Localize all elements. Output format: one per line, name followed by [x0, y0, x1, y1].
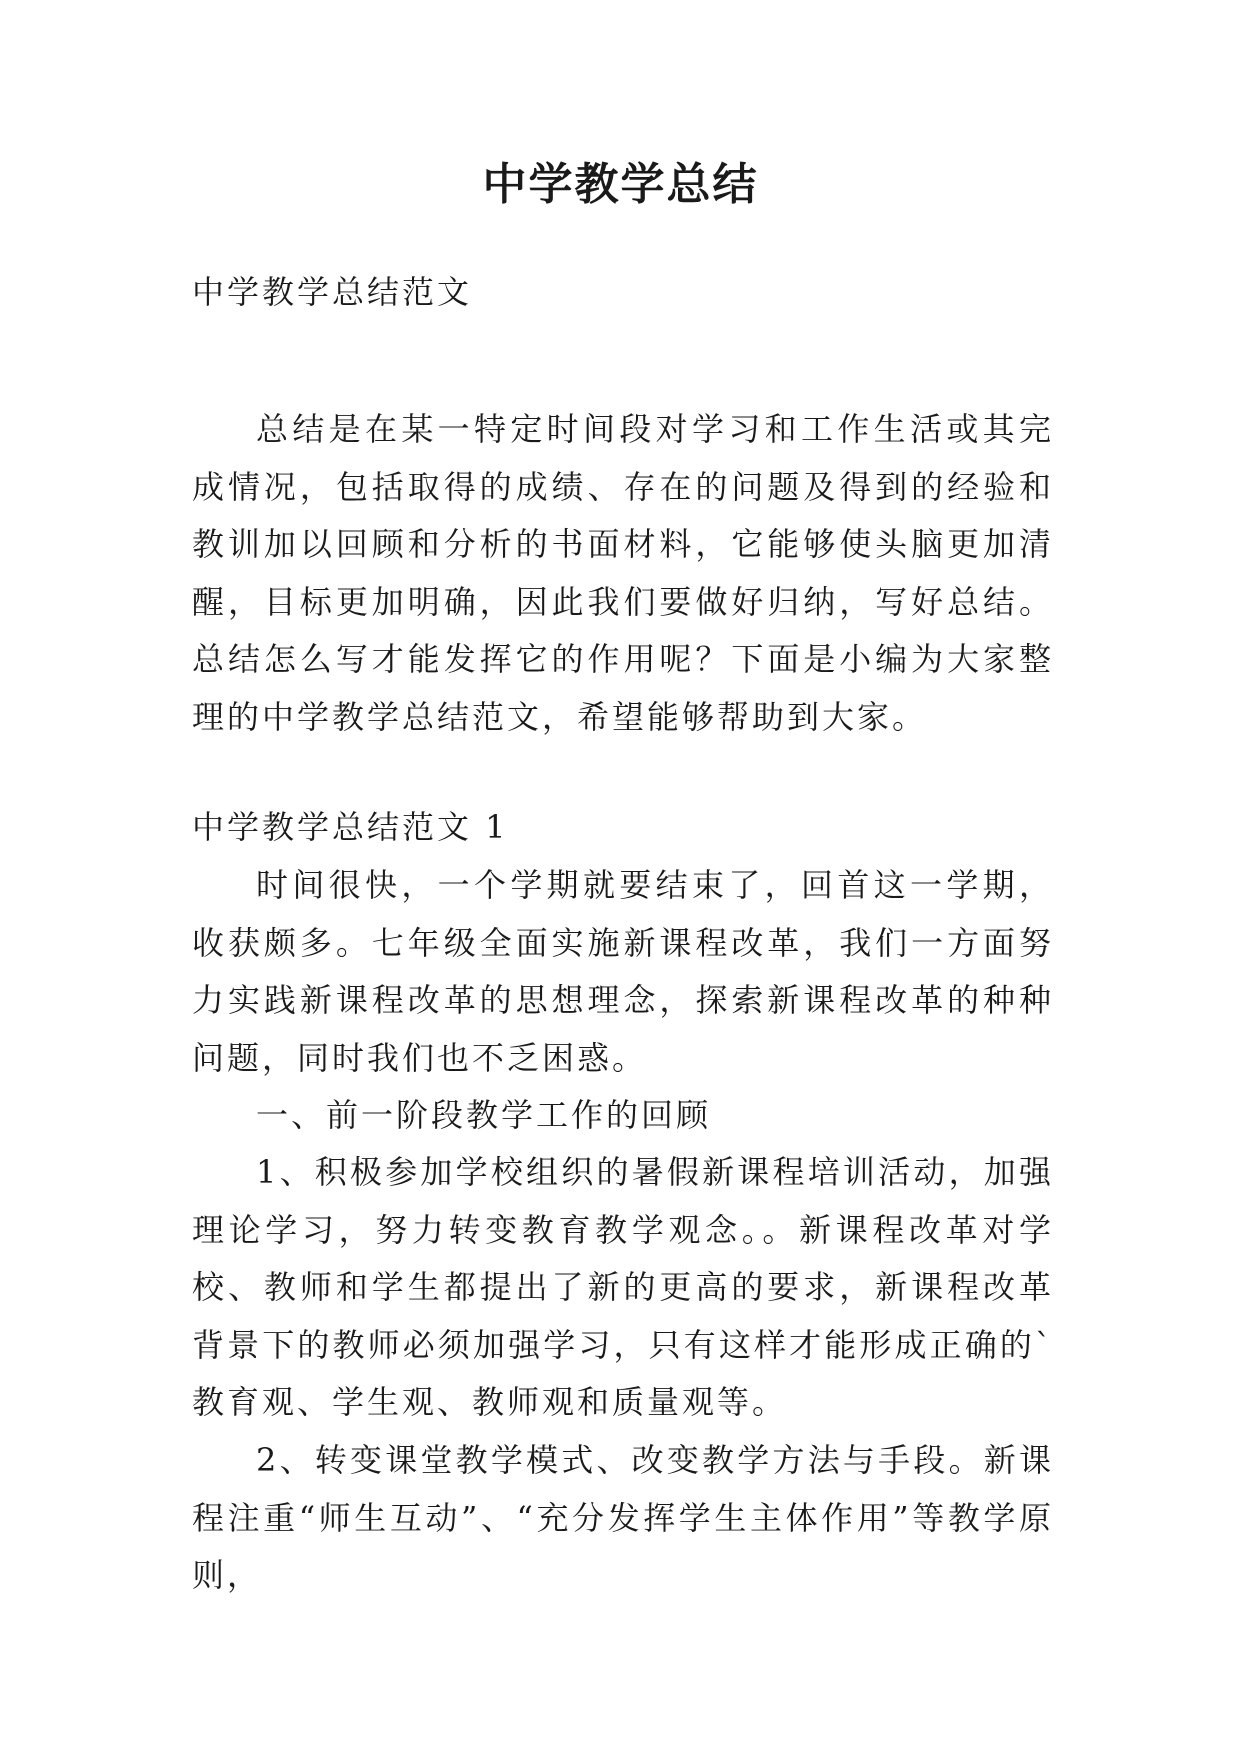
body-paragraph: 2、转变课堂教学模式、改变教学方法与手段。新课程注重“师生互动”、“充分发挥学生主体作用”等教学原则，	[192, 1441, 1054, 1594]
section-heading: 中学教学总结范文 1	[192, 808, 509, 846]
body-paragraph: 时间很快，一个学期就要结束了，回首这一学期，收获颇多。七年级全面实施新课程改革，我们一方面努力实践新课程改革的思想理念，探索新课程改革的种种问题，同时我们也不乏困惑。	[192, 866, 1054, 1077]
body-paragraph: 1、积极参加学校组织的暑假新课程培训活动，加强理论学习，努力转变教育教学观念。。新课程改革对学校、教师和学生都提出了新的更高的要求，新课程改革背景下的教师必须加强学习，只有这样才能形成正确的`教育观、学生观、教师观和质量观等。	[192, 1153, 1054, 1421]
intro-paragraph: 总结是在某一特定时间段对学习和工作生活或其完成情况，包括取得的成绩、存在的问题及得到的经验和教训加以回顾和分析的书面材料，它能够使头脑更加清醒，目标更加明确，因此我们要做好归纳，写好总结。总结怎么写才能发挥它的作用呢？下面是小编为大家整理的中学教学总结范文，希望能够帮助到大家。	[192, 410, 1054, 736]
page-title: 中学教学总结	[482, 159, 759, 210]
document-subtitle: 中学教学总结范文	[192, 273, 473, 311]
section-subheading: 一、前一阶段教学工作的回顾	[256, 1096, 712, 1134]
